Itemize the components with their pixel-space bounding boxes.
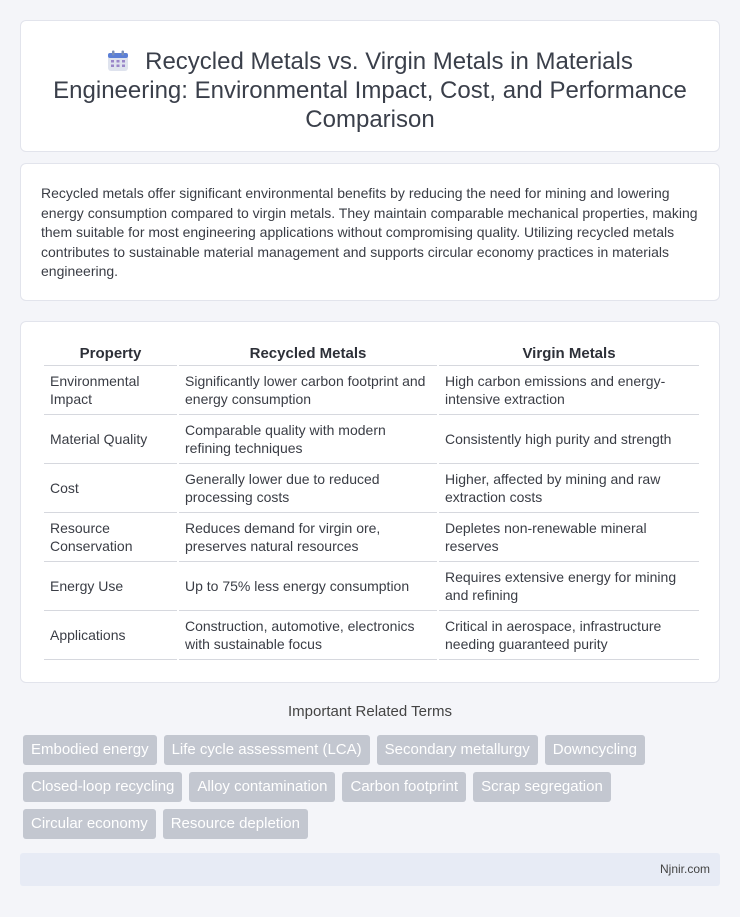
table-row xyxy=(44,562,699,611)
cell-property: Cost xyxy=(44,464,177,513)
cell-virgin: High carbon emissions and energy-intensive extraction xyxy=(439,366,699,415)
calendar-icon xyxy=(107,50,129,72)
cell-recycled: Reduces demand for virgin ore, preserves natural resources xyxy=(179,513,437,562)
cell-recycled: Significantly lower carbon footprint and energy consumption xyxy=(179,366,437,415)
cell-recycled: Generally lower due to reduced processing costs xyxy=(179,464,437,513)
page-title xyxy=(51,47,689,134)
related-term-tag[interactable]: Circular economy xyxy=(23,809,156,839)
summary-card xyxy=(20,163,720,301)
cell-property: Material Quality xyxy=(44,415,177,464)
cell-virgin: Critical in aerospace, infrastructure needing guaranteed purity xyxy=(439,611,699,660)
title-card xyxy=(20,20,720,152)
related-term-tag[interactable]: Embodied energy xyxy=(23,735,157,765)
cell-property: Resource Conservation xyxy=(44,513,177,562)
cell-virgin: Depletes non-renewable mineral reserves xyxy=(439,513,699,562)
table-row xyxy=(44,513,699,562)
related-term-tag[interactable]: Scrap segregation xyxy=(473,772,611,802)
table-header-row xyxy=(44,344,699,366)
page-title-text: Recycled Metals vs. Virgin Metals in Materials Engineering: Environmental Impact, Cost, and Performance Comparison xyxy=(53,48,687,133)
related-term-tag[interactable]: Secondary metallurgy xyxy=(377,735,538,765)
cell-property: Environmental Impact xyxy=(44,366,177,415)
comparison-table-card xyxy=(20,321,720,683)
cell-property: Energy Use xyxy=(44,562,177,611)
cell-recycled: Comparable quality with modern refining techniques xyxy=(179,415,437,464)
related-term-tag[interactable]: Alloy contamination xyxy=(189,772,335,802)
table-row xyxy=(44,611,699,660)
header-recycled: Recycled Metals xyxy=(179,344,437,366)
related-terms-list xyxy=(23,735,703,839)
related-term-tag[interactable]: Carbon footprint xyxy=(342,772,466,802)
table-row xyxy=(44,464,699,513)
cell-virgin: Requires extensive energy for mining and refining xyxy=(439,562,699,611)
cell-virgin: Consistently high purity and strength xyxy=(439,415,699,464)
table-row xyxy=(44,415,699,464)
cell-recycled: Up to 75% less energy consumption xyxy=(179,562,437,611)
related-term-tag[interactable]: Downcycling xyxy=(545,735,645,765)
table-row xyxy=(44,366,699,415)
related-term-tag[interactable]: Closed-loop recycling xyxy=(23,772,182,802)
footer xyxy=(20,853,720,886)
footer-source[interactable]: Njnir.com xyxy=(659,862,710,876)
comparison-table xyxy=(42,344,701,660)
related-terms-title: Important Related Terms xyxy=(288,703,452,720)
summary-text: Recycled metals offer significant environmental benefits by reducing the need for mining and lowering energy consumption compared to virgin metals. They maintain comparable mechanical properties, making them suitable for most engineering applications without compromising quality. Utilizing recycled metals contributes to sustainable material management and supports circular economy practices in materials engineering. xyxy=(41,185,698,279)
header-property: Property xyxy=(44,344,177,366)
cell-virgin: Higher, affected by mining and raw extraction costs xyxy=(439,464,699,513)
cell-recycled: Construction, automotive, electronics with sustainable focus xyxy=(179,611,437,660)
related-term-tag[interactable]: Life cycle assessment (LCA) xyxy=(164,735,370,765)
cell-property: Applications xyxy=(44,611,177,660)
header-virgin: Virgin Metals xyxy=(439,344,699,366)
related-term-tag[interactable]: Resource depletion xyxy=(163,809,308,839)
